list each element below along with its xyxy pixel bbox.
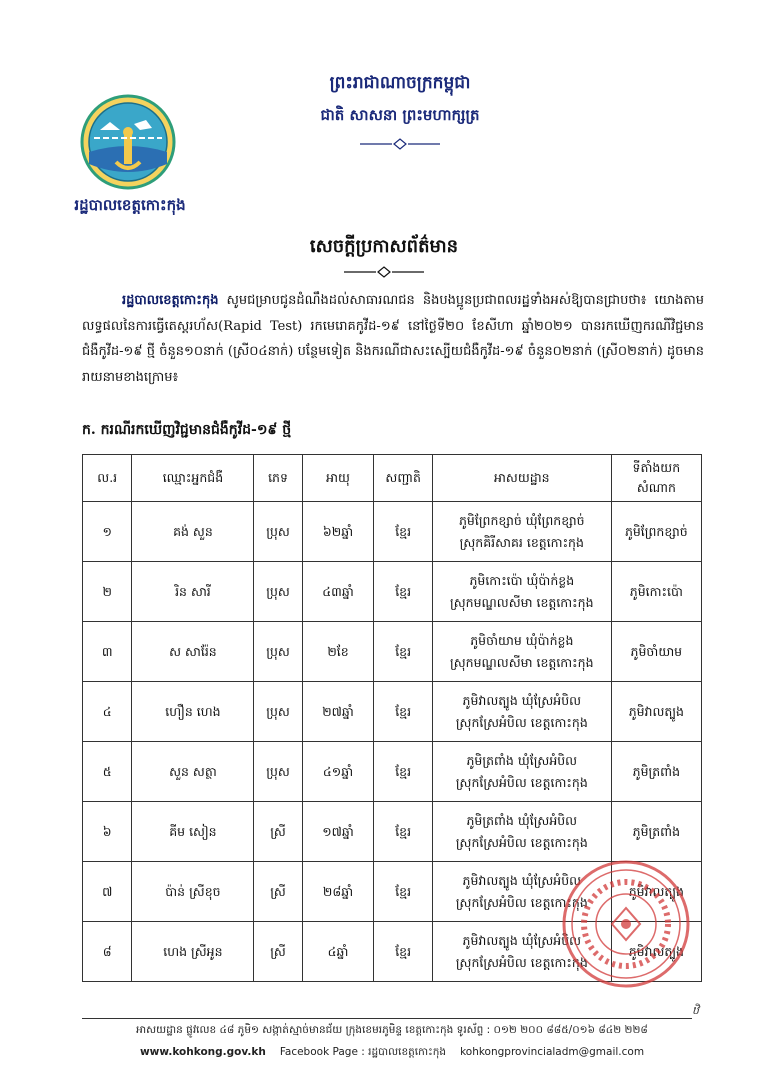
address-line-1: ភូមិវាលត្បូង ឃុំស្រែអំបិល (462, 872, 582, 888)
cell-address (432, 742, 611, 802)
cell-name: ស សារ៉ែន (132, 622, 254, 682)
cell-no: ៨ (83, 922, 132, 982)
cell-sex: ប្រុស (254, 682, 302, 742)
cell-no: ៣ (83, 622, 132, 682)
address-line-2: ស្រុកមណ្ឌលសីមា ខេត្តកោះកុង (450, 594, 594, 610)
cell-site: ភូមិចាំយាម (611, 622, 701, 682)
cell-age: ២៨ឆ្នាំ (302, 862, 374, 922)
cell-nationality: ខ្មែរ (374, 922, 432, 982)
notice-title: សេចក្តីប្រកាសព័ត៌មាន (309, 236, 459, 257)
cell-age: ៤៣ឆ្នាំ (302, 562, 374, 622)
cell-sex: ប្រុស (254, 502, 302, 562)
col-header-name: ឈ្មោះអ្នកជំងឺ (132, 455, 254, 502)
table-row (83, 502, 702, 562)
cell-no: ១ (83, 502, 132, 562)
office-name: រដ្ឋបាលខេត្តកោះកុង (74, 196, 186, 214)
footer-email-link[interactable]: kohkongprovincialadm@gmail.com (460, 1046, 645, 1058)
table-row (83, 742, 702, 802)
cell-address (432, 622, 611, 682)
cell-sex: ប្រុស (254, 622, 302, 682)
cell-age: ៤១ឆ្នាំ (302, 742, 374, 802)
official-seal-icon (560, 858, 692, 990)
cell-nationality: ខ្មែរ (374, 802, 432, 862)
cell-address (432, 562, 611, 622)
col-header-age: អាយុ (302, 455, 374, 502)
cell-name: រិន សារី (132, 562, 254, 622)
national-motto: ជាតិ សាសនា ព្រះមហាក្សត្រ (320, 106, 480, 124)
table-row (83, 622, 702, 682)
cell-name: ប៉ាន់ ស្រីខុច (132, 862, 254, 922)
cell-address (432, 502, 611, 562)
cell-no: ៦ (83, 802, 132, 862)
cell-site: ភូមិកោះប៉ោ (611, 562, 701, 622)
cell-nationality: ខ្មែរ (374, 622, 432, 682)
cell-sex: ប្រុស (254, 562, 302, 622)
cell-site: ភូមិវាលត្បូង (611, 922, 701, 982)
col-header-no: ល.រ (83, 455, 132, 502)
footer-website-link[interactable]: www.kohkong.gov.kh (139, 1046, 266, 1058)
cell-name: សួន សត្ថា (132, 742, 254, 802)
header-ornament-icon (360, 138, 440, 150)
col-header-sex: ភេទ (254, 455, 302, 502)
address-line-2: ស្រុកស្រែអំបិល ខេត្តកោះកុង (455, 714, 588, 730)
cell-name: គង់ សួន (132, 502, 254, 562)
cell-name: គីម សៀន (132, 802, 254, 862)
cell-nationality: ខ្មែរ (374, 742, 432, 802)
address-line-2: ស្រុកស្រែអំបិល ខេត្តកោះកុង (455, 954, 588, 970)
address-line-1: ភូមិវាលត្បូង ឃុំស្រែអំបិល (462, 692, 582, 708)
address-line-1: ភូមិចាំយាម ឃុំប៉ាក់ខ្លង (470, 632, 574, 648)
cell-age: ២៧ឆ្នាំ (302, 682, 374, 742)
cell-nationality: ខ្មែរ (374, 562, 432, 622)
address-line-2: ស្រុកស្រែអំបិល ខេត្តកោះកុង (455, 894, 588, 910)
cell-address (432, 682, 611, 742)
cell-nationality: ខ្មែរ (374, 502, 432, 562)
kingdom-heading: ព្រះរាជាណាចក្រកម្ពុជា (329, 73, 471, 93)
address-line-1: ភូមិត្រពាំង ឃុំស្រែអំបិល (466, 752, 578, 768)
cell-age: ២ខែ (302, 622, 374, 682)
address-line-2: ស្រុកគិរីសាគរ ខេត្តកោះកុង (459, 534, 584, 550)
footer-address: អាសយដ្ឋាន ផ្លូវលេខ ៤៨ ភូមិ១ សង្កាត់ស្មាច់មានជ័យ ក្រុងខេមរភូមិន្ទ ខេត្តកោះកុង ទូរស័ព្ទ : ០១២ ២០០ ៨៨៥/០១៦ ៨៤២ ២២៨ (136, 1024, 648, 1036)
cell-address (432, 802, 611, 862)
notice-body-text: សូមជម្រាបជូនដំណឹងដល់សាធារណជន និងបងប្អូនប្រជាពលរដ្ឋទាំងអស់ឱ្យបានជ្រាបថា៖ យោងតាមលទ្ធផលនៃការធ្វើតេស្តរហ័ស(Rapid Test) រកមេរោគកូវីដ-១៩ នៅថ្ងៃទី២០ ខែសីហា ឆ្នាំ២០២១ បានរកឃើញករណីវិជ្ជមានជំងឺកូវីដ-១៩ ថ្មី ចំនួន១០នាក់ (ស្រី០៤នាក់) បន្ថែមទៀត និងករណីជាសះស្បើយជំងឺកូវីដ-១៩ ចំនួន០២នាក់ (ស្រី០២នាក់) ដូចមានរាយនាមខាងក្រោម៖ (82, 293, 704, 385)
footer-divider (82, 1018, 692, 1019)
table-row (83, 682, 702, 742)
address-line-2: ស្រុកមណ្ឌលសីមា ខេត្តកោះកុង (450, 654, 594, 670)
title-ornament-icon (344, 266, 424, 278)
cell-no: ២ (83, 562, 132, 622)
cell-sex: ប្រុស (254, 742, 302, 802)
cell-no: ៤ (83, 682, 132, 742)
col-header-site: ទីតាំងយកសំណាក (611, 455, 701, 502)
cell-age: ១៧ឆ្នាំ (302, 802, 374, 862)
cell-site: ភូមិព្រែកខ្សាច់ (611, 502, 701, 562)
table-row (83, 562, 702, 622)
table-row (83, 802, 702, 862)
cell-no: ៥ (83, 742, 132, 802)
footer-facebook-link[interactable]: Facebook Page : រដ្ឋបាលខេត្តកោះកុង (279, 1046, 447, 1058)
provincial-emblem-icon (80, 94, 176, 190)
table-header-row (83, 455, 702, 502)
cell-site: ភូមិត្រពាំង (611, 802, 701, 862)
cell-sex: ស្រី (254, 802, 302, 862)
footer-links (82, 1046, 702, 1061)
cell-sex: ស្រី (254, 862, 302, 922)
cell-sex: ស្រី (254, 922, 302, 982)
address-line-1: ភូមិត្រពាំង ឃុំស្រែអំបិល (466, 812, 578, 828)
cell-no: ៧ (83, 862, 132, 922)
col-header-nationality: សញ្ជាតិ (374, 455, 432, 502)
cell-site: ភូមិត្រពាំង (611, 742, 701, 802)
address-line-1: ភូមិកោះប៉ោ ឃុំប៉ាក់ខ្លង (469, 572, 575, 588)
address-line-1: ភូមិវាលត្បូង ឃុំស្រែអំបិល (462, 932, 582, 948)
cell-site: ភូមិវាលត្បូង (611, 862, 701, 922)
cell-name: ហេង ស្រីអូន (132, 922, 254, 982)
notice-body-lead: រដ្ឋបាលខេត្តកោះកុង (122, 293, 219, 308)
cell-nationality: ខ្មែរ (374, 862, 432, 922)
cell-age: ៤ឆ្នាំ (302, 922, 374, 982)
cell-name: ហឿន ហេង (132, 682, 254, 742)
cell-age: ៦២ឆ្នាំ (302, 502, 374, 562)
cell-nationality: ខ្មែរ (374, 682, 432, 742)
address-line-2: ស្រុកស្រែអំបិល ខេត្តកោះកុង (455, 774, 588, 790)
section-heading: ក. ករណីរកឃើញវិជ្ជមានជំងឺកូវីដ-១៩ ថ្មី (82, 422, 292, 438)
signature: ឋិ (692, 1004, 699, 1017)
cell-site: ភូមិវាលត្បូង (611, 682, 701, 742)
address-line-1: ភូមិព្រែកខ្សាច់ ឃុំព្រែកខ្សាច់ (458, 512, 585, 528)
col-header-address: អាសយដ្ឋាន (432, 455, 611, 502)
address-line-2: ស្រុកស្រែអំបិល ខេត្តកោះកុង (455, 834, 588, 850)
notice-body (82, 288, 704, 390)
